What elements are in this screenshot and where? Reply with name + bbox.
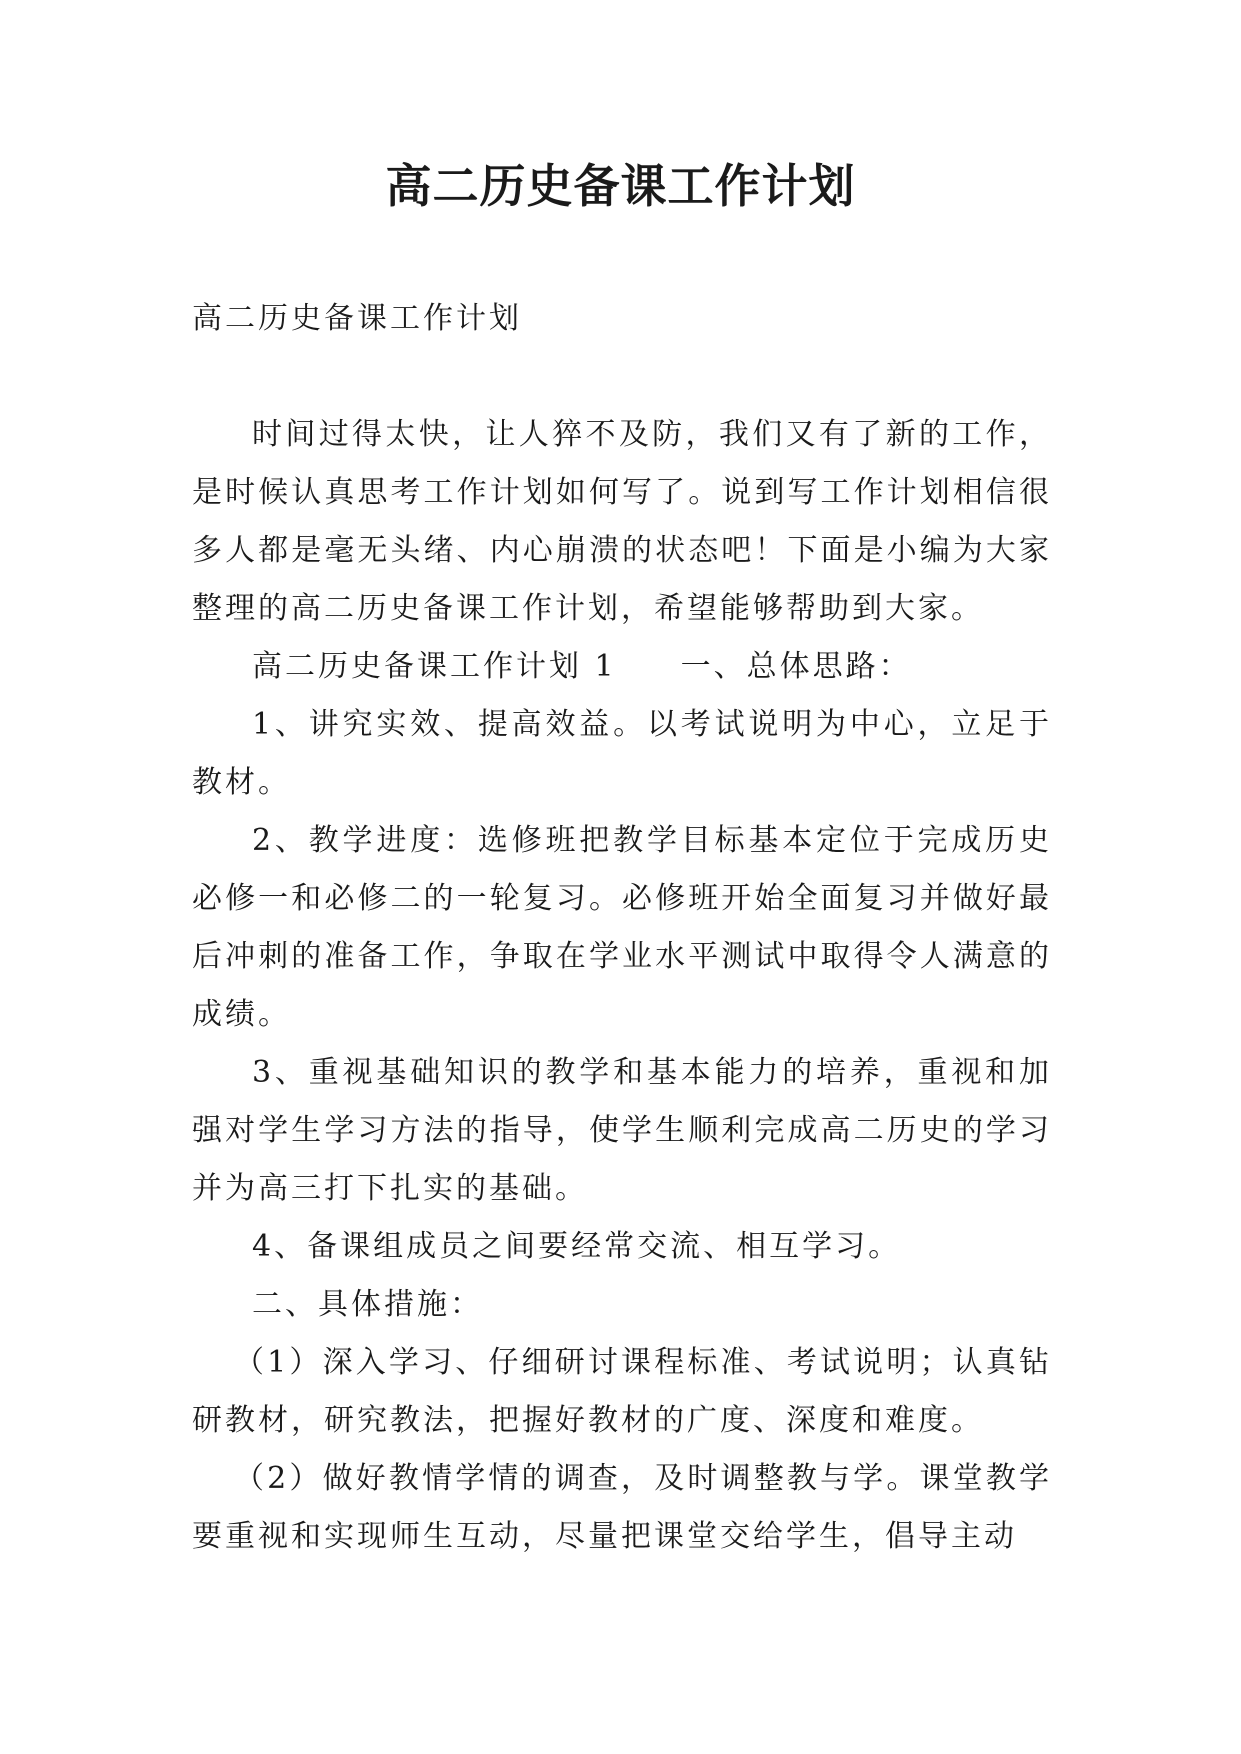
document-subtitle: 高二历史备课工作计划 (192, 301, 522, 336)
item-2: 2、教学进度：选修班把教学目标基本定位于完成历史必修一和必修二的一轮复习。必修班开始全面复习并做好最后冲刺的准备工作，争取在学业水平测试中取得令人满意的成绩。 (192, 823, 1052, 1032)
section1-heading: 一、总体思路： (680, 649, 912, 684)
measure-1: （1）深入学习、仔细研讨课程标准、考试说明；认真钻研教材，研究教法，把握好教材的广度、深度和难度。 (192, 1345, 1052, 1438)
item-3: 3、重视基础知识的教学和基本能力的培养，重视和加强对学生学习方法的指导，使学生顺利完成高二历史的学习并为高三打下扎实的基础。 (192, 1055, 1052, 1206)
plan1-heading: 高二历史备课工作计划 1 (252, 649, 617, 684)
plan1-heading-line (192, 638, 1052, 696)
measure-2: （2）做好教情学情的调查，及时调整教与学。课堂教学要重视和实现师生互动，尽量把课堂交给学生，倡导主动 (192, 1461, 1052, 1554)
document-body (192, 290, 1052, 1566)
section2-heading: 二、具体措施： (252, 1287, 483, 1322)
intro-paragraph: 时间过得太快，让人猝不及防，我们又有了新的工作，是时候认真思考工作计划如何写了。说到写工作计划相信很多人都是毫无头绪、内心崩溃的状态吧！下面是小编为大家整理的高二历史备课工作计划，希望能够帮助到大家。 (192, 417, 1052, 626)
item-4: 4、备课组成员之间要经常交流、相互学习。 (252, 1229, 902, 1264)
item-1: 1、讲究实效、提高效益。以考试说明为中心，立足于教材。 (192, 707, 1052, 800)
page-title: 高二历史备课工作计划 (385, 159, 856, 213)
